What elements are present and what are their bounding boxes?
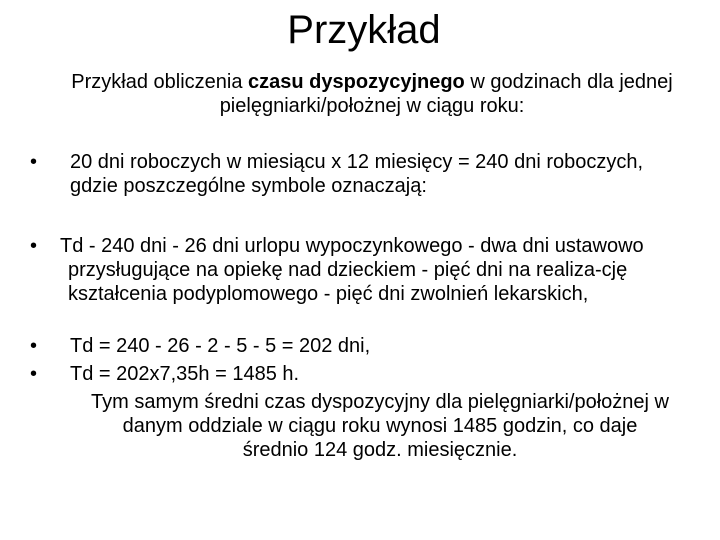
- list-item: [30, 150, 690, 198]
- list-item-text: Td = 240 - 26 - 2 - 5 - 5 = 202 dni,: [70, 335, 371, 357]
- list-item: [30, 362, 299, 386]
- bullet-marker: •: [30, 363, 38, 385]
- intro-text-end: w godzinach dla jednej pielęgniarki/położnej w ciągu roku:: [219, 71, 673, 117]
- list-item: [30, 334, 370, 358]
- bullet-marker: •: [30, 235, 38, 257]
- list-item: [30, 234, 690, 306]
- summary-paragraph: Tym samym średni czas dyspozycyjny dla pielęgniarki/położnej w danym oddziale w ciągu roku wynosi 1485 godzin, co daje średnio 124 godz. miesięcznie.: [90, 391, 669, 461]
- intro-paragraph: [40, 70, 704, 118]
- intro-bold-term: czasu dyspozycyjnego: [248, 71, 465, 93]
- slide-title: Przykład: [287, 8, 441, 52]
- intro-text-start: Przykład obliczenia: [71, 71, 249, 93]
- list-item-text: Td - 240 dni - 26 dni urlopu wypoczynkowego - dwa dni ustawowo przysługujące na opiekę nad dzieckiem - pięć dni na realiza-cję kształcenia podyplomowego - pięć dni zwolnień lekarskich,: [60, 235, 644, 305]
- list-item-text: 20 dni roboczych w miesiącu x 12 miesięcy = 240 dni roboczych, gdzie poszczególne symbole oznaczają:: [70, 151, 644, 197]
- bullet-marker: •: [30, 151, 38, 173]
- list-item-text: Td = 202x7,35h = 1485 h.: [70, 363, 300, 385]
- bullet-marker: •: [30, 335, 38, 357]
